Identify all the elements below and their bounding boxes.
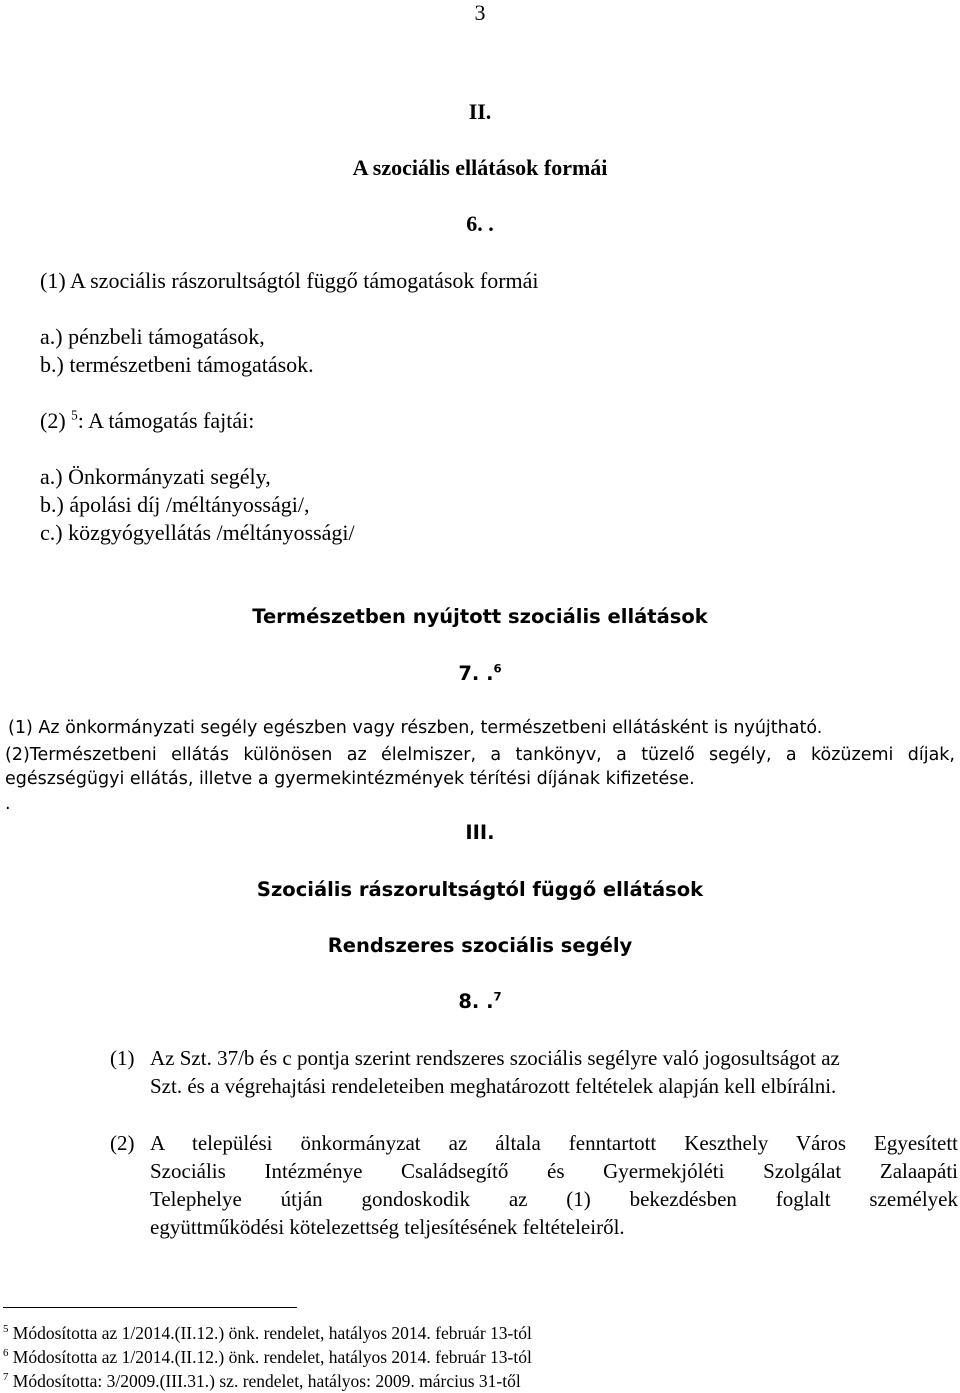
natural-benefits-heading: Természetben nyújtott szociális ellátások (252, 605, 708, 628)
list-item: b.) ápolási díj /méltányossági/, (40, 492, 310, 517)
list-item: c.) közgyógyellátás /méltányossági/ (40, 520, 355, 545)
footnote: $^7$ Módosította: 3/2009.(III.31.) sz. rendelet, hatályos: 2009. március 31-től (3, 1371, 521, 1391)
footnote-separator (3, 1307, 297, 1308)
section-7-paragraph-1: (1) Az önkormányzati segély egészben vagy részben, természetbeni ellátásként is nyújtható. (8, 718, 823, 738)
section-8-paragraph-2-line: Telephelye útján gondoskodik az (1) bekezdésben foglalt személyek (150, 1187, 958, 1211)
stray-dot: . (5, 794, 11, 814)
footnote-ref: 7 (493, 989, 502, 1004)
section-7-paragraph-2-line-2: egészségügyi ellátás, illetve a gyermekintézmények térítési díjának kifizetése. (5, 769, 695, 789)
list-item: a.) pénzbeli támogatások, (40, 324, 265, 349)
section-6-heading: 6. . (466, 211, 494, 236)
section-7-heading: 7. .$^6$ (458, 661, 502, 685)
section-8-paragraph-2-line: A települési önkormányzat az általa fenntartott Keszthely Város Egyesített (150, 1131, 958, 1155)
chapter-3-title: Szociális rászorultságtól függő ellátások (256, 878, 704, 901)
list-item: a.) Önkormányzati segély, (40, 464, 271, 489)
footnote: $^5$ Módosította az 1/2014.(II.12.) önk. rendelet, hatályos 2014. február 13-tól (3, 1323, 532, 1343)
section-8-paragraph-1-number: (1) (110, 1046, 135, 1070)
section-6-paragraph-2: (2) $^5$: A támogatás fajtái: (40, 407, 255, 433)
footnote-ref: 6 (493, 661, 502, 676)
section-8-paragraph-1-line: Az Szt. 37/b és c pontja szerint rendszeres szociális segélyre való jogosultságot az (150, 1046, 840, 1070)
section-8-paragraph-2-number: (2) (110, 1131, 135, 1155)
section-6-paragraph-1: (1) A szociális rászorultságtól függő támogatások formái (40, 268, 539, 293)
section-8-paragraph-1-line: Szt. és a végrehajtási rendeleteiben meghatározott feltételek alapján kell elbírálni. (150, 1074, 837, 1098)
chapter-3-numeral: III. (465, 821, 495, 844)
list-item: b.) természetbeni támogatások. (40, 352, 314, 377)
section-8-paragraph-2-line: Szociális Intézménye Családsegítő és Gyermekjóléti Szolgálat Zalaapáti (150, 1159, 958, 1183)
section-7-paragraph-2-line-1: (2)Természetbeni ellátás különösen az élelmiszer, a tankönyv, a tüzelő segély, a közüzemi díjak, (5, 745, 955, 765)
page-number: 3 (474, 0, 486, 25)
section-8-paragraph-2-line: együttműködési kötelezettség teljesítésének feltételeiről. (150, 1215, 625, 1239)
chapter-3-subtitle: Rendszeres szociális segély (327, 934, 633, 957)
chapter-2-title: A szociális ellátások formái (352, 155, 608, 180)
chapter-2-numeral: II. (468, 99, 492, 124)
section-8-heading: 8. .$^7$ (458, 989, 502, 1013)
footnote: $^6$ Módosította az 1/2014.(II.12.) önk. rendelet, hatályos 2014. február 13-tól (3, 1347, 532, 1367)
footnote-ref: 5 (71, 407, 78, 423)
